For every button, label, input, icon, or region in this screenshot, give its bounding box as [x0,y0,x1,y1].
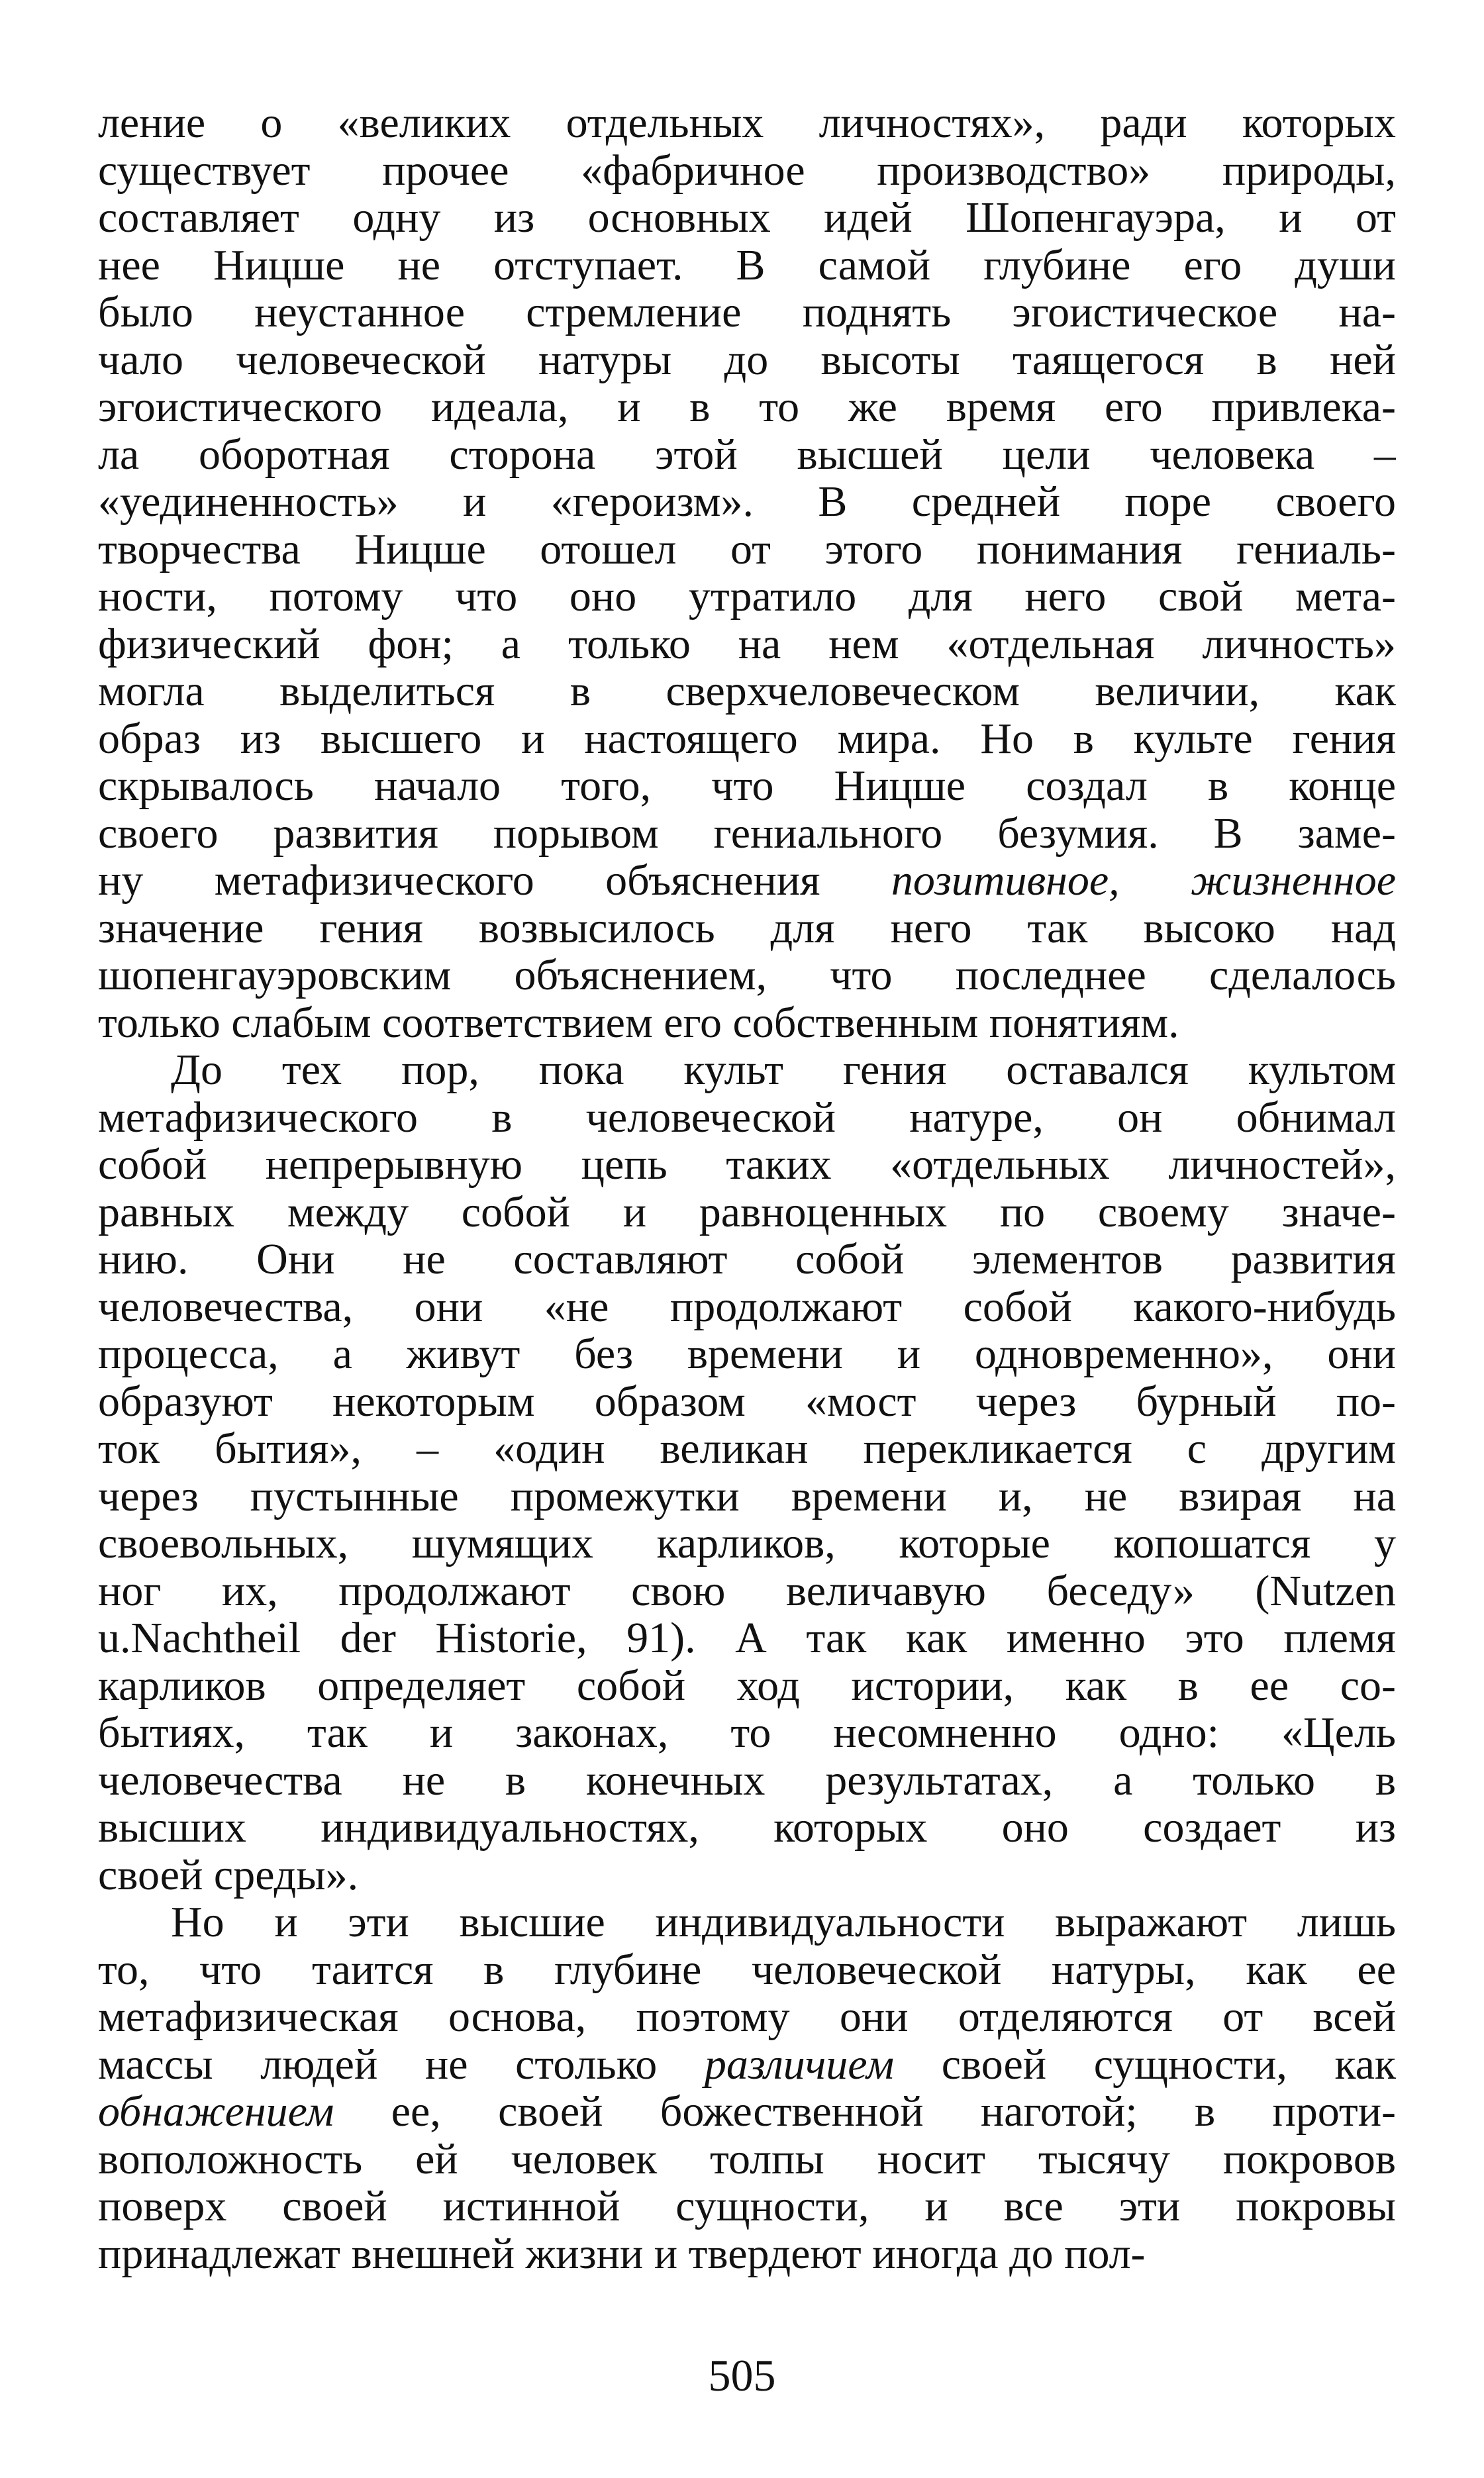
text-line: ности, потому что оно утратило для него свой мета- [98,573,1396,620]
text-line: физический фон; а только на нем «отдельная личность» [98,620,1396,668]
text-line: бытиях, так и законах, то несомненно одно: «Цель [98,1709,1396,1757]
text-line: образуют некоторым образом «мост через бурный по- [98,1377,1396,1425]
text-line: поверх своей истинной сущности, и все эти покровы [98,2183,1396,2230]
text-line: могла выделиться в сверхчеловеческом величии, как [98,668,1396,715]
text-line: До тех пор, пока культ гения оставался культом [171,1046,1396,1094]
text-line: ление о «великих отдельных личностях», ради которых [98,99,1396,147]
text-run: массы людей не столько [98,2040,705,2088]
text-line: нее Ницше не отступает. В самой глубине его души [98,241,1396,289]
italic-emphasis: различием [704,2040,895,2088]
text-line: значение гения возвысилось для него так высоко над [98,904,1396,952]
text-line: составляет одну из основных идей Шопенгауэра, и от [98,194,1396,242]
text-line: через пустынные промежутки времени и, не взирая на [98,1472,1396,1520]
text-line: ног их, продолжают свою величавую беседу» (Nutzen [98,1567,1396,1614]
text-line: ла оборотная сторона этой высшей цели человека – [98,430,1396,478]
text-line: существует прочее «фабричное производство» природы, [98,146,1396,194]
text-line: собой непрерывную цепь таких «отдельных личностей», [98,1141,1396,1189]
page-number: 505 [708,2350,776,2401]
text-line: своего развития порывом гениального безумия. В заме- [98,809,1396,857]
text-line: творчества Ницше отошел от этого понимания гениаль- [98,525,1396,573]
text-line: было неустанное стремление поднять эгоистическое на- [98,289,1396,336]
text-line: карликов определяет собой ход истории, как в ее со- [98,1661,1396,1709]
paragraph-3 [98,1899,1396,2277]
text-line: своей среды». [98,1851,359,1899]
paragraph-1 [98,99,1396,1046]
text-line: эгоистического идеала, и в то же время его привлека- [98,383,1396,431]
text-line: шопенгауэровским объяснением, что последнее сделалось [98,952,1396,999]
text-line: u.Nachtheil der Historie, 91). А так как именно это племя [98,1614,1396,1662]
text-line [98,857,1396,905]
text-line: то, что таится в глубине человеческой натуры, как ее [98,1946,1396,1993]
text-run: своей сущности, как [894,2040,1396,2088]
text-line: метафизического в человеческой натуре, он обнимал [98,1093,1396,1141]
italic-emphasis: позитивное, жизненное [891,857,1396,905]
text-line: метафизическая основа, поэтому они отделяются от всей [98,1993,1396,2041]
text-run: ее, своей божественной наготой; в проти- [334,2088,1396,2136]
text-run: ну метафизического объяснения [98,857,891,905]
text-line: человечества не в конечных результатах, а только в [98,1756,1396,1804]
text-line: равных между собой и равноценных по своему значе- [98,1188,1396,1236]
paragraph-2 [98,1046,1396,1899]
text-line: принадлежат внешней жизни и твердеют иногда до пол- [98,2230,1146,2277]
text-line: «уединенность» и «героизм». В средней поре своего [98,478,1396,526]
text-line: Но и эти высшие индивидуальности выражают лишь [171,1899,1396,1946]
text-line: чало человеческой натуры до высоты таящегося в ней [98,336,1396,383]
text-line: высших индивидуальностях, которых оно создает из [98,1804,1396,1852]
text-line [98,2041,1396,2089]
text-line [98,2088,1396,2136]
text-line: скрывалось начало того, что Ницше создал в конце [98,762,1396,810]
text-line: процесса, а живут без времени и одновременно», они [98,1330,1396,1378]
italic-emphasis: обнажением [98,2088,334,2136]
text-line: воположность ей человек толпы носит тысячу покровов [98,2135,1396,2183]
page-text [98,99,1396,2277]
text-line: своевольных, шумящих карликов, которые копошатся у [98,1520,1396,1567]
text-line: человечества, они «не продолжают собой какого-нибудь [98,1283,1396,1330]
text-line: образ из высшего и настоящего мира. Но в культе гения [98,715,1396,762]
text-line: ток бытия», – «один великан перекликается с другим [98,1425,1396,1473]
text-line: нию. Они не составляют собой элементов развития [98,1236,1396,1283]
text-line: только слабым соответствием его собственным понятиям. [98,999,1179,1046]
